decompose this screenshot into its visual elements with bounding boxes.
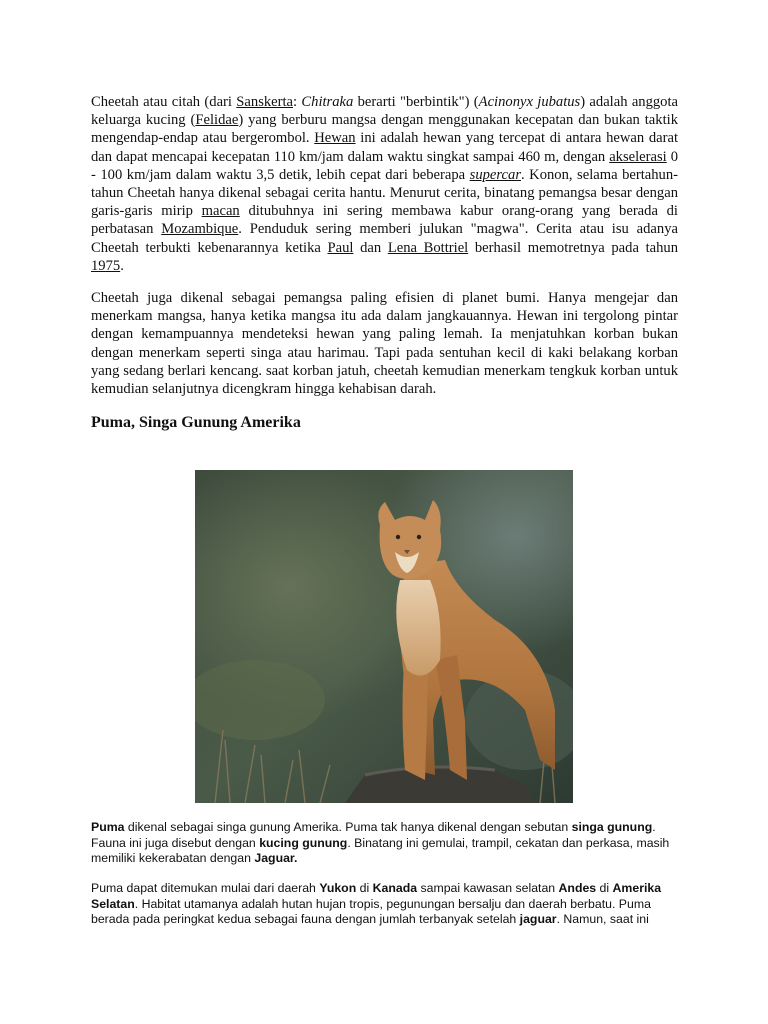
puma-photo (195, 470, 573, 803)
link-lena-bottriel[interactable]: Lena Bottriel (387, 239, 469, 256)
link-supercar[interactable] (470, 167, 521, 183)
text-run: Puma dapat ditemukan mulai dari daerah (91, 881, 320, 895)
bold-term: Jaguar. (254, 851, 298, 866)
text-run: dikenal sebagai singa gunung Amerika. Puma tak hanya dikenal dengan sebutan (124, 820, 572, 834)
bold-term: Kanada (372, 881, 418, 895)
text-run: berhasil memotretnya pada tahun (468, 239, 678, 256)
link-mozambique[interactable]: Mozambique (161, 221, 239, 238)
text-run: ini adalah hewan yang tercepat di antara hewan darat dan dapat mencapai kecepatan 110 km/jam dalam waktu singkat sampai 460 m, dengan (91, 130, 678, 165)
link-hewan[interactable]: Hewan (314, 130, 356, 147)
link-macan[interactable]: macan (201, 203, 240, 220)
italic-scientific-name: Acinonyx jubatus (478, 94, 581, 110)
text-run: . Habitat utamanya adalah hutan hujan tropis, pegunungan bersalju dan daerah berbatu. Puma berada pada peringkat kedua sebagai fauna dengan jumlah terbanyak setelah (91, 896, 651, 927)
puma-illustration (195, 470, 573, 803)
bold-term: Yukon (319, 881, 357, 895)
text-run: ) yang berburu mangsa dengan menggunakan kecepatan dan bukan taktik mengendap-endap atau bergerombol. (91, 112, 678, 147)
bold-term: Andes (558, 881, 597, 895)
text-run: ) adalah anggota keluarga kucing ( (91, 94, 679, 129)
link-paul[interactable]: Paul (327, 239, 354, 256)
text-run: berarti "berbintik") ( (353, 94, 479, 110)
text-run: dan (353, 239, 388, 256)
bold-term: Puma (91, 820, 125, 834)
link-akselerasi[interactable]: akselerasi (609, 148, 667, 165)
section-heading-puma: Puma, Singa Gunung Amerika (91, 414, 301, 431)
bold-term: kucing gunung (259, 835, 348, 850)
text-run: . Fauna ini juga disebut dengan (91, 820, 656, 850)
text-run: di (596, 881, 613, 895)
cheetah-paragraph-2: Cheetah juga dikenal sebagai pemangsa paling efisien di planet bumi. Hanya mengejar dan menerkam mangsa, hanya ketika mangsa itu ada dalam jangkauannya. Hewan ini tergolong pintar dengan kemampuannya mendeteksi hewan yang paling lemah. Ia menjatuhkan korban bukan dengan menerkam seperti singa atau harimau. Tapi pada sentuhan kecil di kaki belakang korban yang sedang berlari kencang. saat korban jatuh, cheetah kemudian menerkam tengkuk korban untuk kemudian selanjutnya dicengkram hingga kehabisan darah. (91, 290, 678, 398)
bold-term: Amerika Selatan (91, 881, 662, 911)
italic-chitraka: Chitraka (301, 94, 354, 110)
text-run: Cheetah atau citah (dari (91, 94, 237, 110)
text-run: ditubuhnya ini sering membawa kabur orang-orang yang berada di perbatasan (91, 203, 678, 238)
link-felidae[interactable]: Felidae (195, 112, 239, 129)
text-run: . Penduduk sering memberi julukan "magwa". Cerita atau isu adanya Cheetah terbukti kebenarannya ketika (91, 221, 678, 256)
text-run: : (293, 94, 302, 110)
link-sanskerta[interactable]: Sanskerta (236, 94, 294, 110)
cheetah-paragraph-1 (91, 93, 678, 275)
text-run: . Namun, saat ini (556, 912, 649, 927)
bold-term: singa gunung (571, 820, 653, 834)
link-supercar-text: supercar (469, 166, 521, 183)
text-run: . (120, 257, 124, 274)
text-run: di (356, 881, 373, 895)
puma-caption-2 (91, 881, 691, 928)
text-run: sampai kawasan selatan (417, 881, 559, 895)
puma-caption-1 (91, 820, 691, 867)
text-run: . Binatang ini gemulai, trampil, cekatan dan perkasa, masih memiliki kekerabatan dengan (91, 835, 670, 866)
link-1975[interactable]: 1975 (91, 257, 121, 274)
text-run: 0 - 100 km/jam dalam waktu 3,5 detik, lebih cepat dari beberapa (91, 148, 678, 183)
bold-term: jaguar (519, 912, 557, 927)
text-run: . Konon, selama bertahun-tahun Cheetah hanya dikenal sebagai cerita hantu. Menurut cerita, binatang pemangsa besar dengan garis-garis mirip (91, 166, 678, 220)
